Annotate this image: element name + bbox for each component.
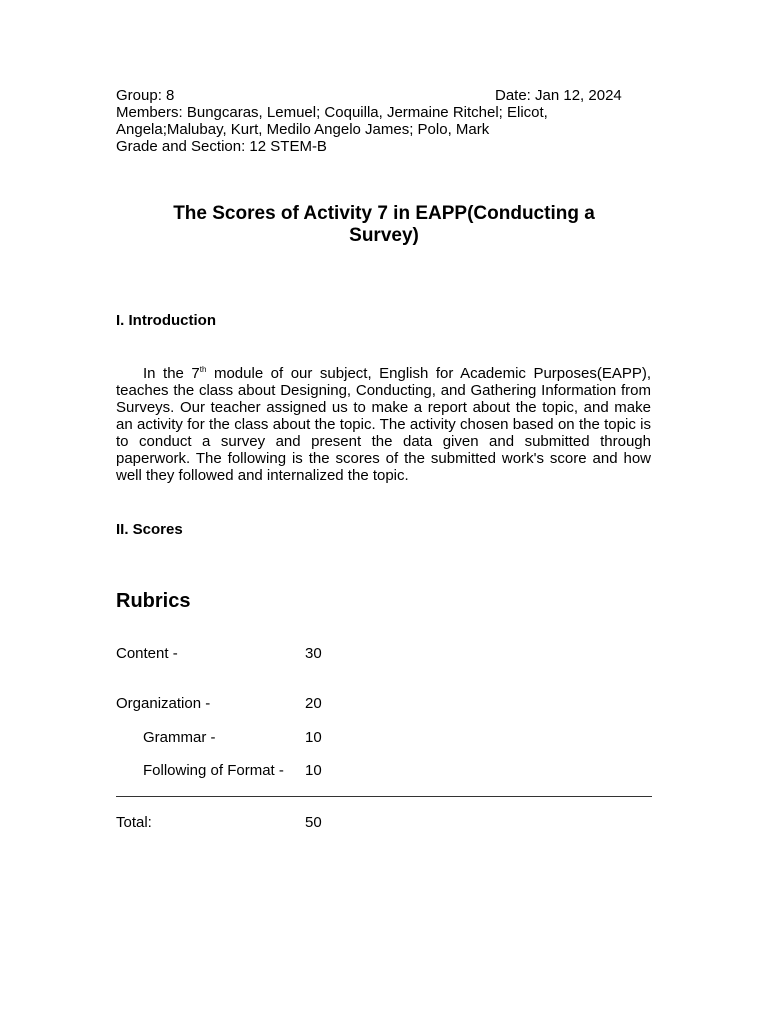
group-label: Group: 8 — [116, 87, 175, 104]
rubric-format-value: 10 — [305, 762, 322, 779]
date-label: Date: Jan 12, 2024 — [495, 87, 622, 104]
document-header — [116, 87, 636, 155]
rubric-format-label: Following of Format - — [143, 762, 284, 779]
intro-text-rest: module of our subject, English for Academic Purposes(EAPP), teaches the class about Designing, Conducting, and Gathering Information from Surveys. Our teacher assigned us to make a report about the topic, and make an activity for the class about the topic. The activity chosen based on the topic is to conduct a survey and present the data given and submitted through paperwork. The following is the scores of the submitted work's score and how well they followed and internalized the topic. — [116, 365, 652, 484]
rubrics-heading: Rubrics — [116, 590, 191, 612]
total-label: Total: — [116, 814, 152, 831]
ordinal-superscript: th — [199, 365, 207, 374]
members-line-2: Angela;Malubay, Kurt, Medilo Angelo James; Polo, Mark — [116, 121, 490, 138]
introduction-heading: I. Introduction — [116, 312, 216, 329]
header-row-group-date — [116, 87, 636, 104]
rubric-grammar-value: 10 — [305, 729, 322, 746]
total-value: 50 — [305, 814, 322, 831]
document-title — [140, 203, 628, 247]
introduction-paragraph — [116, 365, 651, 484]
rubric-organization-value: 20 — [305, 695, 322, 712]
rubric-content-value: 30 — [305, 645, 322, 662]
intro-text-start: In the 7 — [143, 365, 200, 382]
grade-section: Grade and Section: 12 STEM-B — [116, 138, 327, 155]
total-divider — [116, 796, 652, 797]
title-line-1: The Scores of Activity 7 in EAPP(Conducting a — [173, 203, 595, 224]
title-line-2: Survey) — [349, 225, 419, 246]
scores-heading: II. Scores — [116, 521, 183, 538]
rubric-organization-label: Organization - — [116, 695, 211, 712]
rubric-content-label: Content - — [116, 645, 178, 662]
members-line-1: Members: Bungcaras, Lemuel; Coquilla, Jermaine Ritchel; Elicot, — [116, 104, 548, 121]
rubric-grammar-label: Grammar - — [143, 729, 216, 746]
